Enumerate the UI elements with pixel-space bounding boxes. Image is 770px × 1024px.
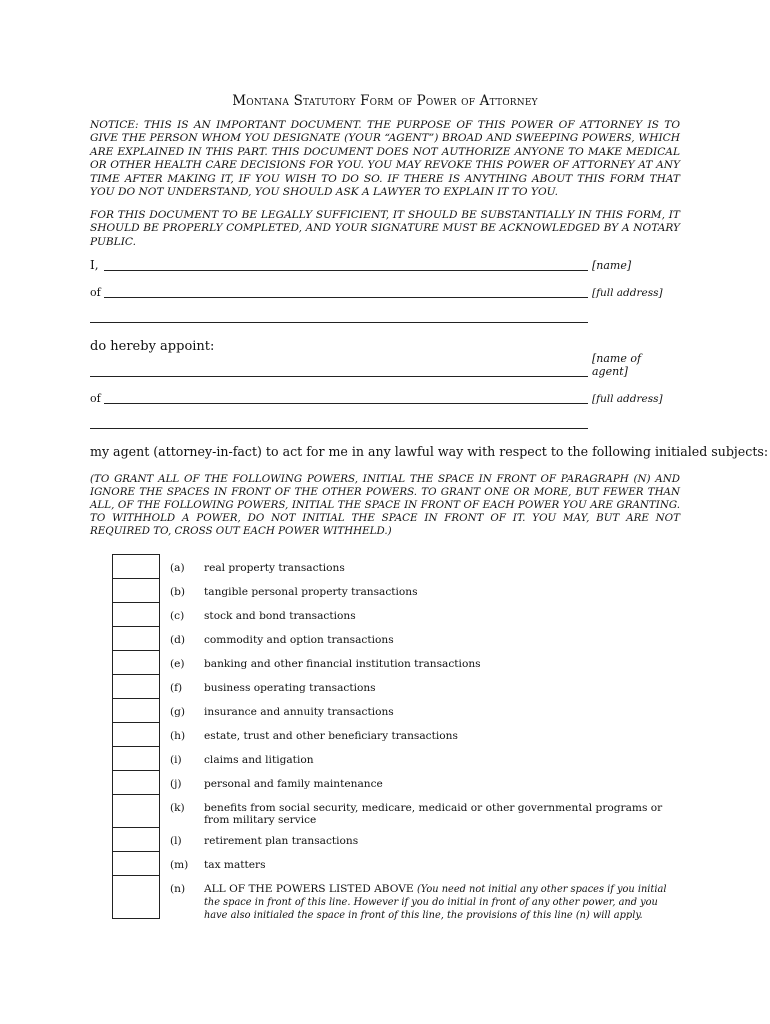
power-letter: (b) bbox=[170, 586, 186, 598]
initial-box-j[interactable] bbox=[112, 770, 160, 795]
agent-authority-text: my agent (attorney-in-fact) to act for me in any lawful way with respect to the following initialed subjects: bbox=[90, 444, 769, 459]
principal-address-line-2[interactable] bbox=[90, 322, 588, 323]
initial-box-i[interactable] bbox=[112, 746, 160, 771]
agent-address-hint: [full address] bbox=[592, 393, 663, 405]
principal-address-line[interactable] bbox=[104, 297, 588, 298]
agent-of-label: of bbox=[90, 392, 101, 405]
initial-box-d[interactable] bbox=[112, 626, 160, 651]
power-text: real property transactions bbox=[204, 562, 345, 574]
agent-address-line-2[interactable] bbox=[90, 428, 588, 429]
agent-name-hint: [name of agent] bbox=[592, 352, 642, 378]
power-text: claims and litigation bbox=[204, 754, 314, 766]
principal-name-row bbox=[90, 258, 680, 274]
power-text: personal and family maintenance bbox=[204, 778, 383, 790]
power-letter: (g) bbox=[170, 706, 186, 718]
initial-box-c[interactable] bbox=[112, 602, 160, 627]
power-text: tangible personal property transactions bbox=[204, 586, 418, 598]
power-letter: (c) bbox=[170, 610, 185, 622]
initial-box-a[interactable] bbox=[112, 554, 160, 579]
agent-name-line[interactable] bbox=[90, 376, 588, 377]
notice-paragraph: NOTICE: THIS IS AN IMPORTANT DOCUMENT. THE PURPOSE OF THIS POWER OF ATTORNEY IS TO GIVE THE PERSON WHOM YOU DESIGNATE (YOUR “AGENT”) BROAD AND SWEEPING POWERS, WHICH ARE EXPLAINED IN THIS PART. THIS DOCUMENT DOES NOT AUTHORIZE ANYONE TO MAKE MEDICAL OR OTHER HEALTH CARE DECISIONS FOR YOU. YOU MAY REVOKE THIS POWER OF ATTORNEY AT ANY TIME AFTER MAKING IT, IF YOU WISH TO DO SO. IF THERE IS ANYTHING ABOUT THIS FORM THAT YOU DO NOT UNDERSTAND, YOU SHOULD ASK A LAWYER TO EXPLAIN IT TO YOU. bbox=[90, 119, 680, 199]
power-text-all: ALL OF THE POWERS LISTED ABOVE bbox=[204, 883, 414, 895]
power-text: commodity and option transactions bbox=[204, 634, 394, 646]
appoint-text: do hereby appoint: bbox=[90, 339, 215, 354]
power-text-n bbox=[204, 883, 684, 923]
power-letter: (h) bbox=[170, 730, 186, 742]
i-label: I, bbox=[90, 258, 99, 272]
power-letter: (d) bbox=[170, 634, 186, 646]
legal-sufficiency-paragraph: FOR THIS DOCUMENT TO BE LEGALLY SUFFICIENT, IT SHOULD BE SUBSTANTIALLY IN THIS FORM, IT SHOULD BE PROPERLY COMPLETED, AND YOUR SIGNATURE MUST BE ACKNOWLEDGED BY A NOTARY PUBLIC. bbox=[90, 209, 680, 248]
power-letter: (a) bbox=[170, 562, 185, 574]
power-text: stock and bond transactions bbox=[204, 610, 356, 622]
power-text: business operating transactions bbox=[204, 682, 376, 694]
initial-box-m[interactable] bbox=[112, 851, 160, 876]
power-text: benefits from social security, medicare, medicaid or other governmental programs or from military service bbox=[204, 802, 663, 827]
initial-box-f[interactable] bbox=[112, 674, 160, 699]
power-letter: (l) bbox=[170, 835, 182, 847]
of-label: of bbox=[90, 286, 101, 299]
principal-name-line[interactable] bbox=[104, 270, 588, 271]
initial-box-n[interactable] bbox=[112, 875, 160, 919]
agent-name-row bbox=[90, 352, 680, 380]
power-letter: (e) bbox=[170, 658, 185, 670]
instructions-paragraph: (TO GRANT ALL OF THE FOLLOWING POWERS, INITIAL THE SPACE IN FRONT OF PARAGRAPH (N) AND IGNORE THE SPACES IN FRONT OF THE OTHER POWERS. TO GRANT ONE OR MORE, BUT FEWER THAN ALL, OF THE FOLLOWING POWERS, INITIAL THE SPACE IN FRONT OF EACH POWER YOU ARE GRANTING. TO WITHHOLD A POWER, DO NOT INITIAL THE SPACE IN FRONT OF IT. YOU MAY, BUT ARE NOT REQUIRED TO, CROSS OUT EACH POWER WITHHELD.) bbox=[90, 473, 680, 537]
power-letter: (f) bbox=[170, 682, 183, 694]
power-letter: (k) bbox=[170, 802, 185, 814]
power-letter: (j) bbox=[170, 778, 182, 790]
power-text: tax matters bbox=[204, 859, 266, 871]
initial-box-b[interactable] bbox=[112, 578, 160, 603]
document-title: Montana Statutory Form of Power of Attorney bbox=[232, 93, 538, 109]
agent-address-line[interactable] bbox=[104, 403, 588, 404]
power-letter: (m) bbox=[170, 859, 189, 871]
agent-address-row bbox=[90, 391, 680, 407]
principal-address-row bbox=[90, 285, 680, 301]
power-text: banking and other financial institution transactions bbox=[204, 658, 481, 670]
name-hint: [name] bbox=[592, 259, 632, 272]
initial-box-g[interactable] bbox=[112, 698, 160, 723]
power-text: insurance and annuity transactions bbox=[204, 706, 394, 718]
power-letter: (n) bbox=[170, 883, 186, 895]
full-address-hint: [full address] bbox=[592, 287, 663, 299]
power-text: retirement plan transactions bbox=[204, 835, 359, 847]
initial-box-h[interactable] bbox=[112, 722, 160, 747]
initial-box-l[interactable] bbox=[112, 827, 160, 852]
power-letter: (i) bbox=[170, 754, 182, 766]
initial-box-k[interactable] bbox=[112, 794, 160, 828]
power-note-all: (You need not initial any other spaces if you initial the space in front of this line. However if you do initial in front of any other power, and you have also initialed the space in front of this line, the provisions of this line (n) will apply. bbox=[204, 884, 667, 922]
initial-box-e[interactable] bbox=[112, 650, 160, 675]
power-text: estate, trust and other beneficiary transactions bbox=[204, 730, 458, 742]
